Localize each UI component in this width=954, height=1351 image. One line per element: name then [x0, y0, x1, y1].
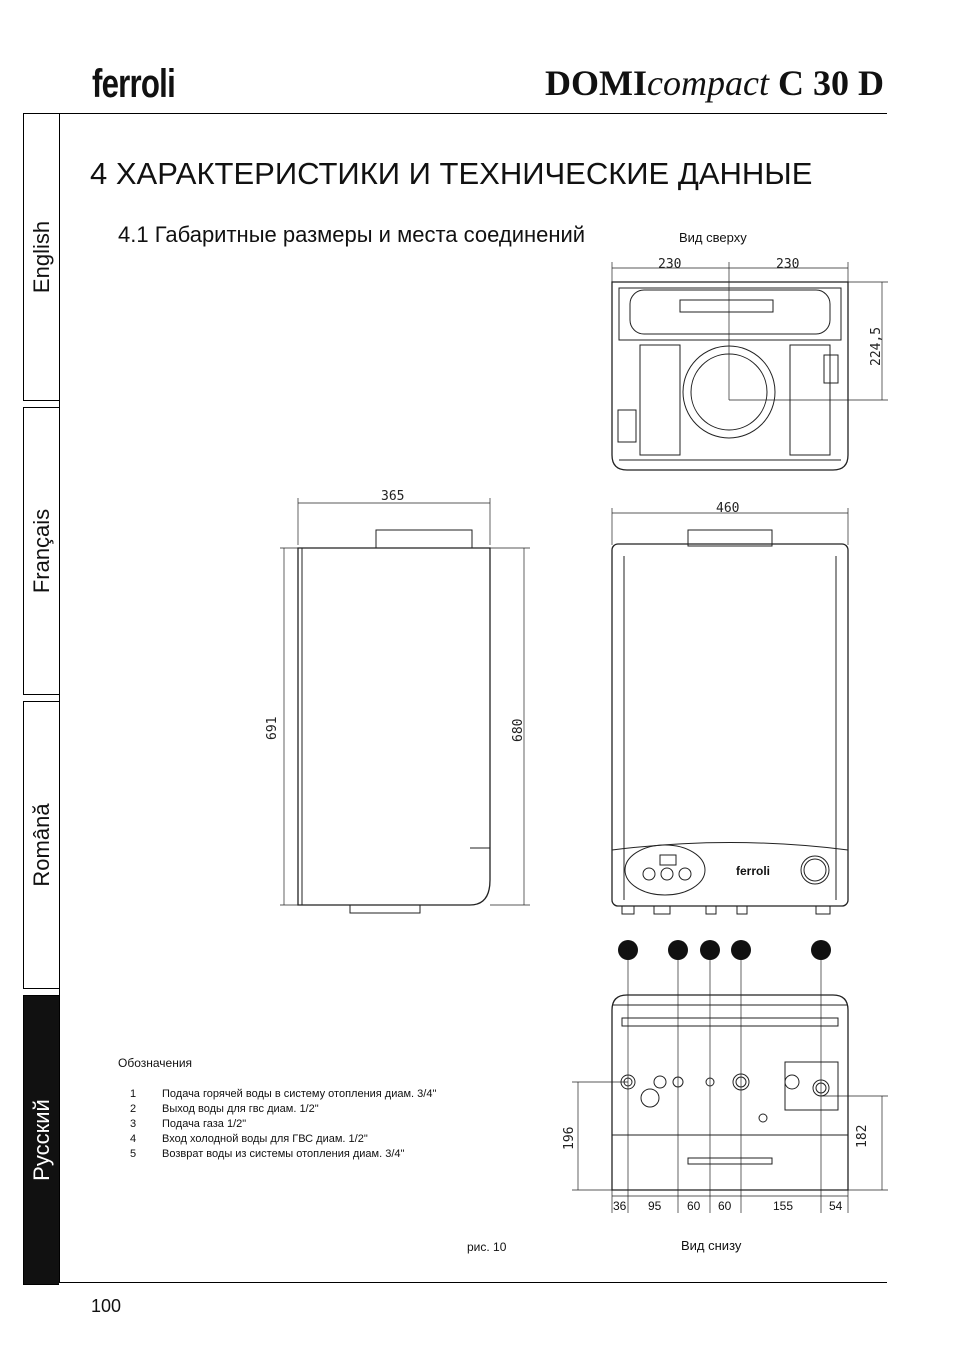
dim-bottom-60b: 60	[718, 1199, 732, 1213]
section-subtitle: 4.1 Габаритные размеры и места соединений	[118, 222, 586, 247]
dim-top-230-right: 230	[776, 257, 800, 272]
marker-4: 4	[737, 944, 744, 958]
dim-bottom-60a: 60	[687, 1199, 701, 1213]
dim-side-365: 365	[381, 489, 405, 504]
bottom-view-label: Вид снизу	[681, 1238, 742, 1253]
legend-item: 2 Выход воды для гвс диам. 1/2"	[130, 1103, 319, 1115]
page-number: 100	[91, 1296, 122, 1316]
side-view	[280, 498, 530, 913]
legend-item: 4 Вход холодной воды для ГВС диам. 1/2"	[130, 1133, 368, 1145]
legend-item: 5 Возврат воды из системы отопления диам. 3/4"	[130, 1148, 405, 1160]
figure-caption: рис. 10	[467, 1240, 507, 1254]
dim-bottom-54: 54	[829, 1199, 843, 1213]
dim-top-224-5: 224,5	[869, 326, 884, 366]
ferroli-logo: ferroli	[92, 62, 175, 106]
front-brand: ferroli	[736, 864, 771, 878]
dim-bottom-36: 36	[613, 1199, 627, 1213]
dim-bottom-196: 196	[562, 1126, 577, 1150]
top-view-label: Вид сверху	[679, 230, 747, 245]
dim-bottom-182: 182	[855, 1124, 870, 1148]
tab-english[interactable]: English	[23, 113, 59, 401]
dim-side-691: 691	[265, 716, 280, 740]
legend-item: 1 Подача горячей воды в систему отопления диам. 3/4"	[130, 1088, 437, 1100]
legend-list	[130, 1088, 470, 1163]
section-title: 4 ХАРАКТЕРИСТИКИ И ТЕХНИЧЕСКИЕ ДАННЫЕ	[90, 156, 813, 191]
dim-side-680: 680	[511, 718, 526, 742]
footer-rule	[60, 1282, 887, 1283]
tab-russian[interactable]: Русский	[23, 995, 59, 1285]
top-view	[612, 262, 888, 470]
marker-5: 5	[817, 944, 824, 958]
legend-title: Обозначения	[118, 1056, 193, 1070]
legend-item: 3 Подача газа 1/2"	[130, 1118, 247, 1130]
marker-1: 1	[624, 944, 631, 958]
dim-top-230-left: 230	[658, 257, 682, 272]
front-view	[612, 508, 848, 914]
dim-bottom-95: 95	[648, 1199, 662, 1213]
marker-3: 3	[706, 944, 713, 958]
bottom-view	[572, 995, 888, 1213]
dim-bottom-155: 155	[773, 1199, 794, 1213]
dim-front-460: 460	[716, 501, 740, 516]
model-title: DOMIcompact C 30 D	[545, 63, 884, 103]
connection-markers	[618, 940, 831, 1213]
marker-2: 2	[674, 944, 681, 958]
tab-francais[interactable]: Français	[23, 407, 59, 695]
tab-romana[interactable]: Română	[23, 701, 59, 989]
